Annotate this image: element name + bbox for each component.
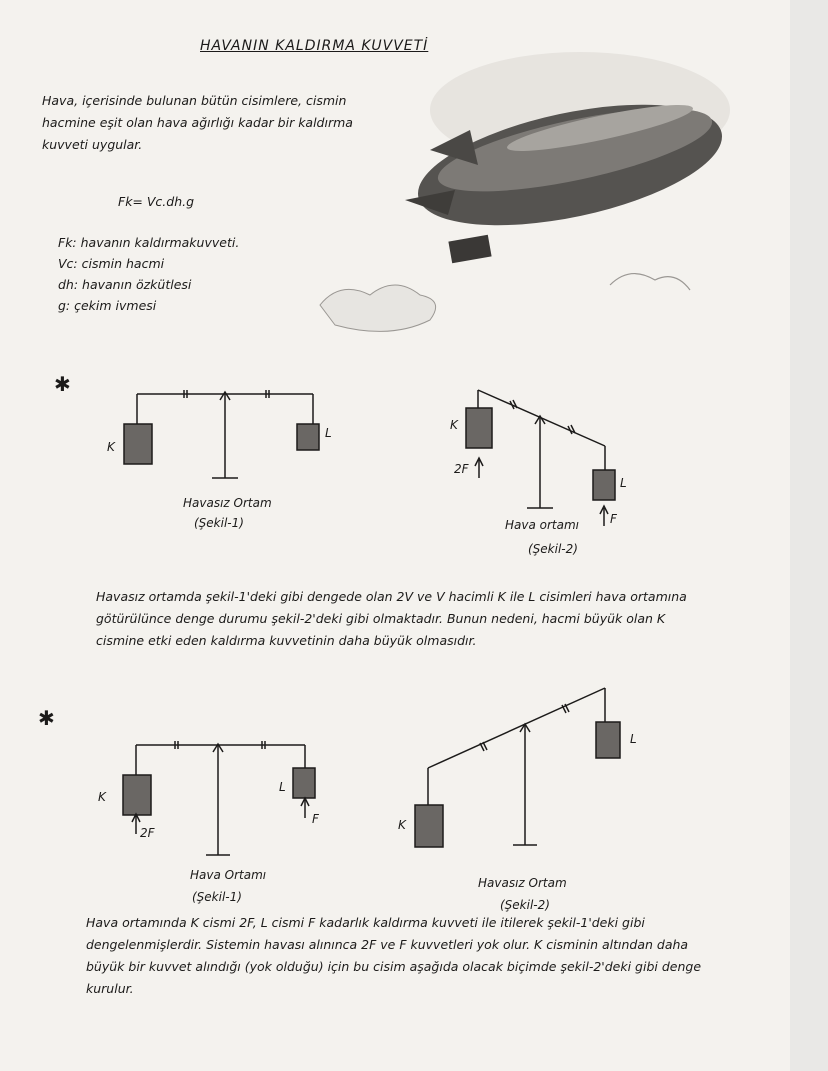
definition-item: dh: havanın özkütlesi	[58, 277, 192, 292]
definition-item: g: çekim ivmesi	[58, 298, 157, 313]
label-k: K	[98, 790, 106, 804]
definition-item: Vc: cismin hacmi	[58, 256, 165, 271]
figure-number: (Şekil-2)	[528, 542, 578, 556]
section1-fig2	[466, 390, 615, 526]
figure-number: (Şekil-1)	[194, 516, 244, 530]
label-k: K	[107, 440, 115, 454]
figure-caption: Havasız Ortam	[478, 876, 567, 890]
figure-caption: Hava ortamı	[505, 518, 580, 532]
force-label-2f: 2F	[454, 462, 469, 476]
bullet-star: ✱	[54, 372, 71, 396]
bullet-star: ✱	[38, 706, 55, 730]
force-label-f: F	[312, 812, 319, 826]
page-title: HAVANIN KALDIRMA KUVVETİ	[200, 38, 429, 54]
figure-caption: Hava Ortamı	[190, 868, 267, 882]
label-l: L	[630, 732, 637, 746]
label-l: L	[279, 780, 286, 794]
force-label-2f: 2F	[140, 826, 155, 840]
label-l: L	[620, 476, 627, 490]
label-k: K	[450, 418, 458, 432]
definition-item: Fk: havanın kaldırmakuvveti.	[58, 235, 240, 250]
figure-caption: Havasız Ortam	[183, 496, 272, 510]
airship-illustration	[320, 52, 732, 331]
intro-text: Hava, içerisinde bulunan bütün cisimlere, cismin hacmine eşit olan hava ağırlığı kadar bir kaldırma kuvveti uygular.	[42, 93, 353, 152]
formula: Fk= Vc.dh.g	[118, 194, 195, 209]
label-k: K	[398, 818, 406, 832]
label-l: L	[325, 426, 332, 440]
figure-number: (Şekil-1)	[192, 890, 242, 904]
force-label-f: F	[610, 512, 617, 526]
section1-fig1	[124, 390, 319, 478]
explanation-paragraph: Hava ortamında K cismi 2F, L cismi F kadarlık kaldırma kuvveti ile itilerek şekil-1'deki gibi dengelenmişlerdir. Sistemin havası alınınca 2F ve F kuvvetleri yok olur. K cisminin altından daha büyük bir kuvvet alındığı (yok olduğu) için bu cisim aşağıda olacak biçimde şekil-2'deki gibi denge kurulur.	[86, 915, 702, 996]
explanation-paragraph: Havasız ortamda şekil-1'deki gibi dengede olan 2V ve V hacimli K ile L cisimleri hava ortamına götürülünce denge durumu şekil-2'deki gibi olmaktadır. Bunun nedeni, hacmi büyük olan K cismine etki eden kaldırma kuvvetinin daha büyük olmasıdır.	[96, 589, 687, 648]
section2-fig2	[415, 688, 620, 847]
figure-number: (Şekil-2)	[500, 898, 550, 912]
